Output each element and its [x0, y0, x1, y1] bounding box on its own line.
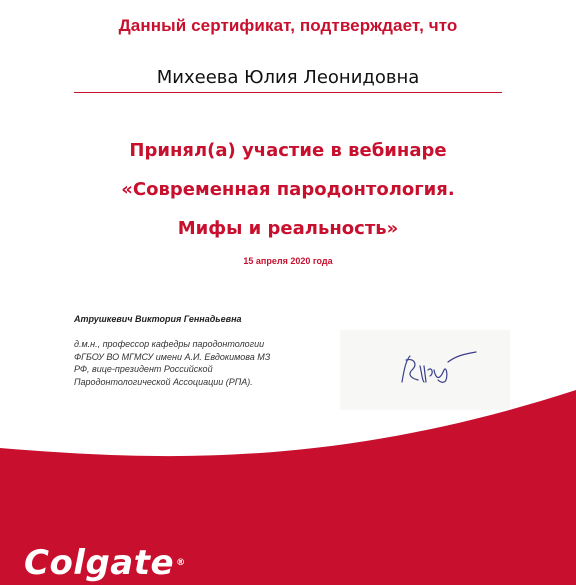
webinar-date: 15 апреля 2020 года: [243, 256, 333, 266]
signer-description-line-1: д.м.н., профессор кафедры пародонтологии: [74, 339, 265, 349]
signer-description-line-3: РФ, вице-президент Российской: [74, 364, 213, 374]
webinar-title-line-1: «Современная пародонтология.: [121, 179, 455, 200]
logo-text: Colgate: [24, 543, 175, 583]
signer-name: Атрушкевич Виктория Геннадьевна: [74, 314, 242, 324]
webinar-title-line-2: Мифы и реальность»: [177, 218, 399, 239]
certificate-heading: Данный сертификат, подтверждает, что: [118, 16, 458, 35]
recipient-name: Михеева Юлия Леонидовна: [156, 67, 420, 88]
colgate-logo: [24, 545, 186, 581]
participation-text: Принял(а) участие в вебинаре: [129, 140, 447, 161]
signer-description-line-4: Пародонтологической Ассоциации (РПА).: [74, 376, 253, 387]
trademark-symbol: ®: [176, 558, 186, 568]
signer-description-line-2: ФГБОУ ВО МГМСУ имени А.И. Евдокимова МЗ: [74, 351, 271, 362]
